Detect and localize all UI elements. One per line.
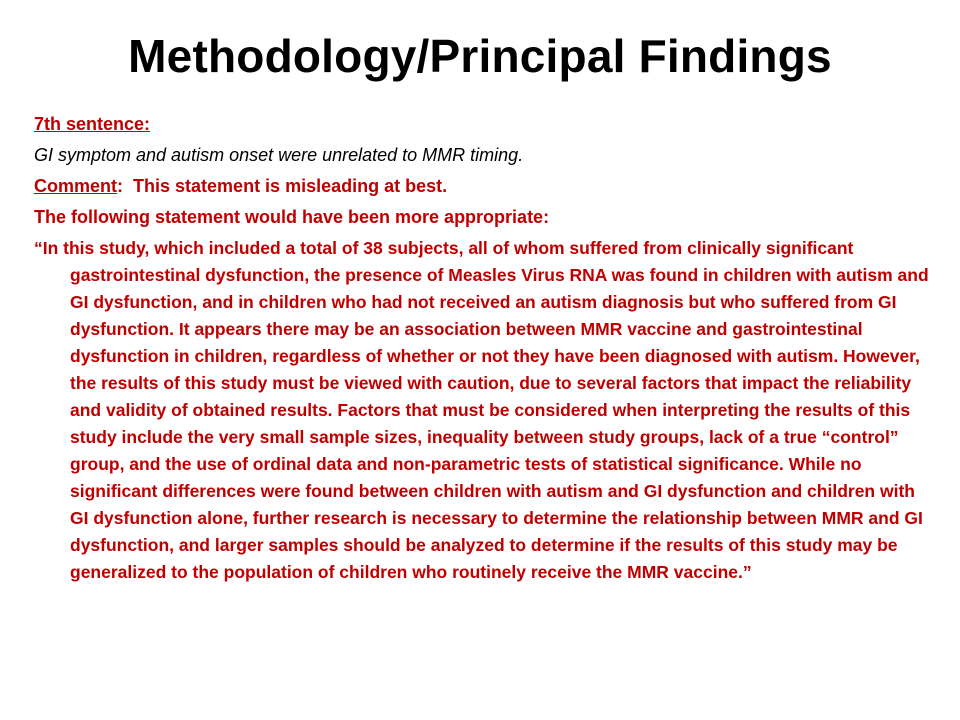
comment-line xyxy=(34,173,934,199)
comment-label: Comment xyxy=(34,176,118,196)
slide-title: Methodology/Principal Findings xyxy=(128,30,832,82)
intro-text: The following statement would have been more appropriate: xyxy=(34,207,550,227)
comment-separator: : xyxy=(117,176,124,196)
sentence-text: GI symptom and autism onset were unrelated to MMR timing. xyxy=(34,145,524,165)
quoted-statement: “In this study, which included a total of 38 subjects, all of whom suffered from clinically significant gastrointestinal dysfunction, the presence of Measles Virus RNA was found in children with autism and GI dysfunction, and in children who had not received an autism diagnosis but who suffered from GI dysfunction. It appears there may be an association between MMR vaccine and gastrointestinal dysfunction in children, regardless of whether or not they have been diagnosed with autism. However, the results of this study must be viewed with caution, due to several factors that impact the reliability and validity of obtained results. Factors that must be considered when interpreting the results of this study include the very small sample sizes, inequality between study groups, lack of a true “control” group, and the use of ordinal data and non-parametric tests of statistical significance. While no significant differences were found between children with autism and GI dysfunction and children with GI dysfunction alone, further research is necessary to determine the relationship between MMR and GI dysfunction, and larger samples should be analyzed to determine if the results of this study may be generalized to the population of children who routinely receive the MMR vaccine.” xyxy=(34,238,929,582)
slide-body xyxy=(34,111,934,586)
sentence-label: 7th sentence: xyxy=(34,114,151,134)
comment-text: This statement is misleading at best. xyxy=(133,176,448,196)
